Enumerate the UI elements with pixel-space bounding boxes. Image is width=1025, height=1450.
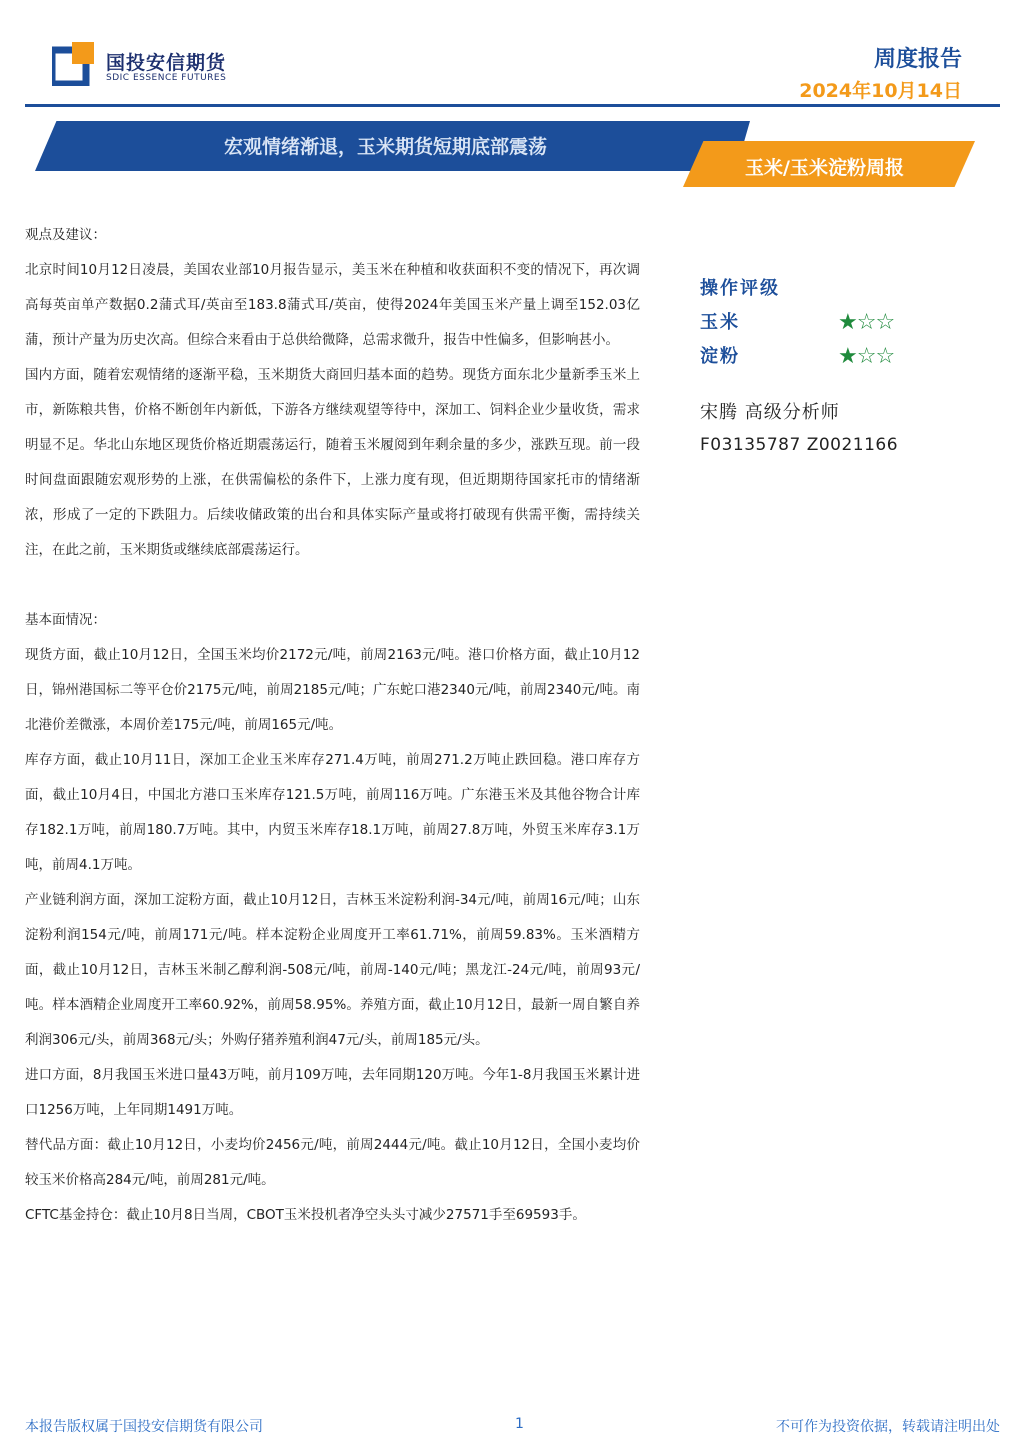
fundamentals-paragraph-substitute: 替代品方面：截止10月12日，小麦均价2456元/吨，前周2444元/吨。截止10月12日，全国小麦均价较玉米价格高284元/吨，前周281元/吨。 xyxy=(25,1137,640,1188)
section-gap xyxy=(25,568,640,603)
analyst-name: 宋腾 高级分析师 xyxy=(700,402,840,423)
fundamentals-paragraph-inventory: 库存方面，截止10月11日，深加工企业玉米库存271.4万吨，前周271.2万吨止跌回稳。港口库存方面，截止10月4日，中国北方港口玉米库存121.5万吨，前周116万吨。广东港玉米及其他谷物合计库存182.1万吨，前周180.7万吨。其中，内贸玉米库存18.1万吨，前周27.8万吨，外贸玉米库存3.1万吨，前周4.1万吨。 xyxy=(25,752,640,873)
viewpoint-heading: 观点及建议： xyxy=(25,227,106,243)
analyst-license: F03135787 Z0021166 xyxy=(700,435,899,455)
rating-row-starch xyxy=(700,340,980,374)
company-name-en: SDIC ESSENCE FUTURES xyxy=(106,73,227,83)
page-number: 1 xyxy=(515,1416,524,1432)
viewpoint-paragraph-domestic: 国内方面，随着宏观情绪的逐渐平稳，玉米期货大商回归基本面的趋势。现货方面东北少量新季玉米上市，新陈粮共售，价格不断创年内新低，下游各方继续观望等待中，深加工、饲料企业少量收货，需求明显不足。华北山东地区现货价格近期震荡运行，随着玉米履阅到年剩余量的多少，涨跌互现。前一段时间盘面跟随宏观形势的上涨，在供需偏松的条件下，上涨力度有现，但近期期待国家托市的情绪渐浓，形成了一定的下跌阻力。后续收储政策的出台和具体实际产量或将打破现有供需平衡，需持续关注，在此之前，玉米期货或继续底部震荡运行。 xyxy=(25,367,640,558)
fundamentals-heading: 基本面情况： xyxy=(25,612,106,628)
company-logo-mark-icon xyxy=(52,42,96,86)
report-date: 2024年10月14日 xyxy=(799,80,962,102)
title-banner xyxy=(0,118,1025,190)
rating-label: 玉米 xyxy=(700,312,740,333)
rating-label: 淀粉 xyxy=(700,346,740,367)
fundamentals-paragraph-spot: 现货方面，截止10月12日，全国玉米均价2172元/吨，前周2163元/吨。港口价格方面，截止10月12日，锦州港国标二等平仓价2175元/吨，前周2185元/吨；广东蛇口港2340元/吨，前周2340元/吨。南北港价差微涨，本周价差175元/吨，前周165元/吨。 xyxy=(25,647,640,733)
fundamentals-paragraph-cftc: CFTC基金持仓：截止10月8日当周，CBOT玉米投机者净空头头寸减少27571手至69593手。 xyxy=(25,1207,586,1223)
report-type: 周度报告 xyxy=(873,47,962,72)
rating-row-corn xyxy=(700,306,980,340)
header-divider xyxy=(25,104,1000,107)
report-subtitle: 玉米/玉米淀粉周报 xyxy=(745,157,904,179)
fundamentals-paragraph-profit: 产业链利润方面，深加工淀粉方面，截止10月12日，吉林玉米淀粉利润-34元/吨，前周16元/吨；山东淀粉利润154元/吨，前周171元/吨。样本淀粉企业周度开工率61.71%，前周59.83%。玉米酒精方面，截止10月12日，吉林玉米制乙醇利润-508元/吨，前周-140元/吨；黑龙江-24元/吨，前周93元/吨。样本酒精企业周度开工率60.92%，前周58.95%。养殖方面，截止10月12日，最新一周自繁自养利润306元/头，前周368元/头；外购仔猪养殖利润47元/头，前周185元/头。 xyxy=(25,892,640,1048)
rating-sidebar xyxy=(700,272,980,460)
disclaimer-notice: 不可作为投资依据，转载请注明出处 xyxy=(776,1419,1000,1435)
report-body xyxy=(25,218,640,1233)
rating-title: 操作评级 xyxy=(700,278,780,299)
star-rating-icon: ★☆☆ xyxy=(838,344,895,369)
star-rating-icon: ★☆☆ xyxy=(838,310,895,335)
page-footer xyxy=(25,1416,1000,1440)
copyright-notice: 本报告版权属于国投安信期货有限公司 xyxy=(25,1419,263,1435)
company-logo xyxy=(52,40,252,90)
report-title: 宏观情绪渐退，玉米期货短期底部震荡 xyxy=(224,136,548,158)
company-name-cn: 国投安信期货 xyxy=(106,52,227,74)
viewpoint-paragraph-us: 北京时间10月12日凌晨，美国农业部10月报告显示，美玉米在种植和收获面积不变的情况下，再次调高每英亩单产数据0.2蒲式耳/英亩至183.8蒲式耳/英亩，使得2024年美国玉米产量上调至152.03亿蒲，预计产量为历史次高。但综合来看由于总供给微降，总需求微升，报告中性偏多，但影响甚小。 xyxy=(25,262,640,348)
fundamentals-paragraph-import: 进口方面，8月我国玉米进口量43万吨，前月109万吨，去年同期120万吨。今年1-8月我国玉米累计进口1256万吨，上年同期1491万吨。 xyxy=(25,1067,640,1118)
